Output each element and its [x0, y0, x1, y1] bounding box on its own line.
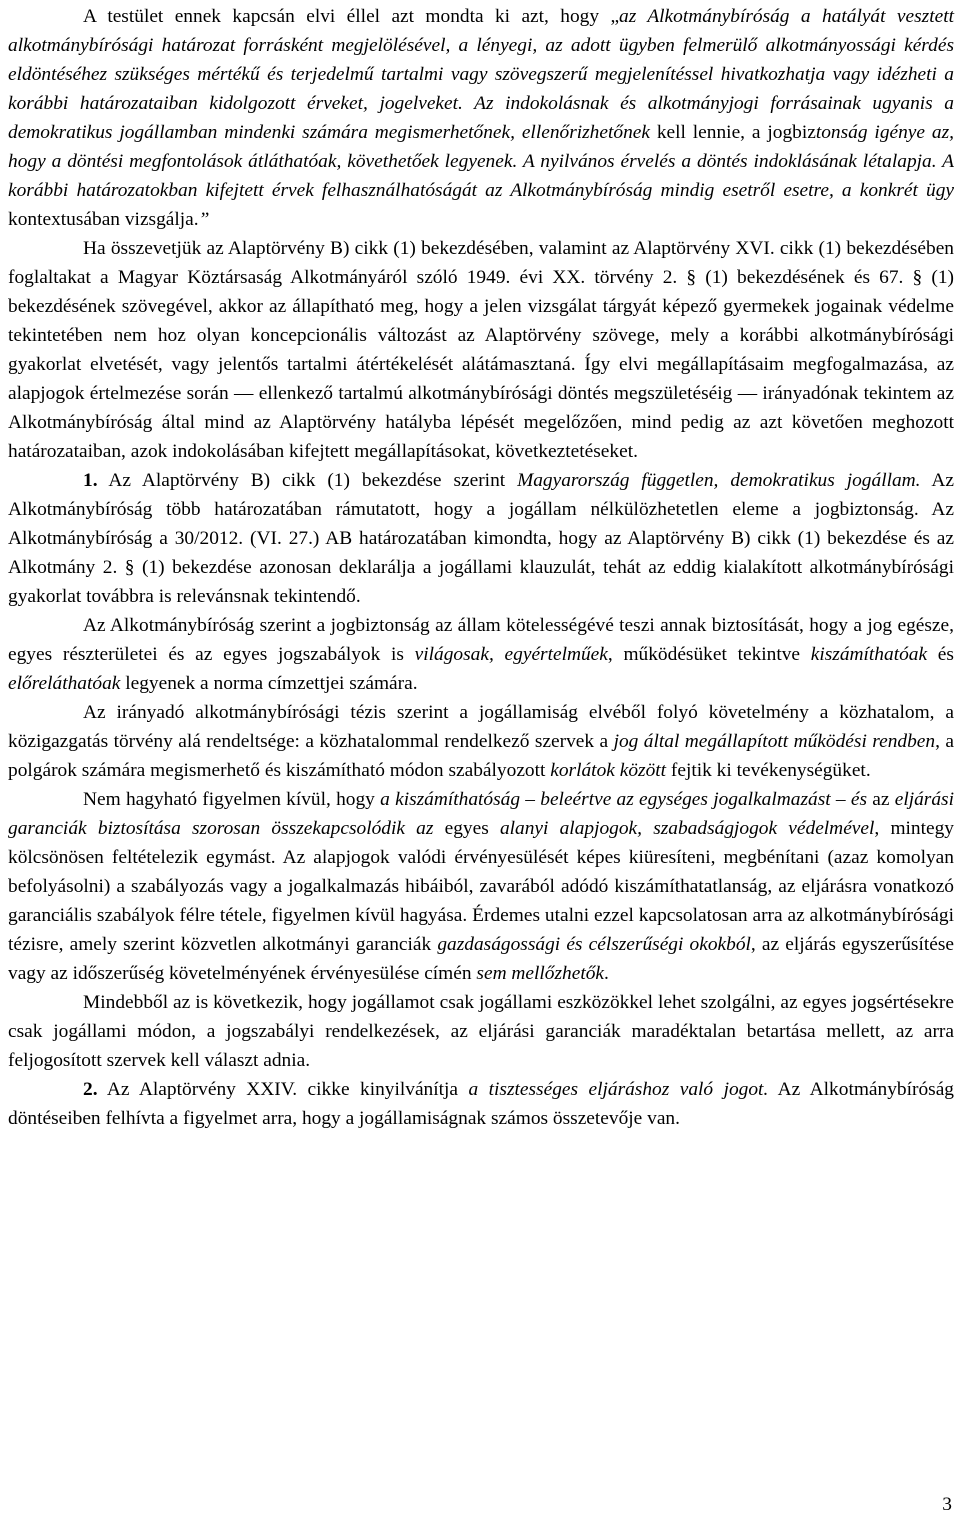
paragraph	[8, 2, 954, 234]
page-number: 3	[942, 1494, 952, 1515]
body-text	[8, 2, 954, 1133]
text-run: , működésüket tekintve	[607, 644, 811, 665]
emphasized-text: sem mellőzhetők	[476, 963, 605, 984]
section-number: 1.	[83, 470, 98, 491]
text-run: kontextusában vizsgálja.	[8, 209, 199, 230]
text-run: Az Alkotmánybíróság több határozatában rámutatott, hogy a jogállam nélkülözhetetlen eleme a jogbiztonság. Az Alkotmánybíróság a 30/2012. (VI. 27.) AB határozatában kimondta, hogy az Alaptörvény B) cikk (1) bekezdése és az Alkotmány 2. § (1) bekezdése azonosan deklarálja a jogállami klauzulát, tehát az eddig kialakított alkotmánybírósági gyakorlat továbbra is relevánsnak tekintendő.	[8, 470, 954, 607]
paragraph	[8, 466, 954, 611]
text-run: legyenek a norma címzettjei számára.	[120, 673, 418, 694]
text-run: , az eljárás egyszerűsítése vagy az időszerűség követelményének érvényesülése címén	[8, 934, 954, 984]
paragraph	[8, 988, 954, 1075]
emphasized-text: alanyi alapjogok, szabadságjogok védelmével	[499, 818, 875, 839]
text-run: és	[927, 644, 954, 665]
text-run: A testület ennek kapcsán elvi éllel azt mondta ki azt, hogy „	[83, 6, 620, 27]
paragraph	[8, 785, 954, 988]
text-run: , mintegy kölcsönösen feltételezik egymást. Az alapjogok valódi érvényesülését képes kiüresíteni, megbénítani (azaz komolyan befolyásolni) a szabályozás vagy a jogalkalmazás hibáiból, zavarából adódó kiszámíthatatlanság, az eljárásra vonatkozó garanciális szabályok félre tétele, figyelmen kívül hagyása. Érdemes utalni ezzel kapcsolatosan arra az alkotmánybírósági tézisre, amely szerint közvetlen alkotmányi garanciák	[8, 818, 954, 955]
emphasized-text: jog által megállapított működési rendben	[613, 731, 936, 752]
paragraph	[8, 611, 954, 698]
emphasized-text: a kiszámíthatóság – beleértve az egységes jogalkalmazást – és	[380, 789, 867, 810]
emphasized-text: az Alkotmánybíróság a hatályát vesztett alkotmánybírósági határozat forrásként megjelölésével, a lényegi, az adott ügyben felmerülő alkotmányossági kérdés eldöntéséhez szükséges mértékű és terjedelmű tartalmi vagy szövegszerű megjelenítéssel hivatkozhatja vagy idézheti a korábbi határozataiban kidolgozott érveket, jogelveket. Az indokolásnak és alkotmányjogi forrásainak ugyanis a demokratikus jogállamban mindenki számára megismerhetőnek, ellenőrizhetőnek	[8, 6, 954, 143]
emphasized-text: Magyarország független, demokratikus jogállam.	[517, 470, 921, 491]
text-run: az	[867, 789, 895, 810]
emphasized-text: ”	[198, 209, 210, 230]
emphasized-text: kiszámíthatóak	[810, 644, 928, 665]
text-run: Az Alkotmánybíróság döntéseiben felhívta a figyelmet arra, hogy a jogállamiságnak számos összetevője van.	[8, 1079, 955, 1129]
text-run: kell lennie, a jogbiz	[649, 122, 816, 143]
text-run: Nem hagyható figyelmen kívül, hogy	[83, 789, 381, 810]
text-run: Az Alaptörvény XXIV. cikke kinyilvánítja	[97, 1079, 469, 1100]
paragraph	[8, 1075, 954, 1133]
paragraph	[8, 234, 954, 466]
emphasized-text: a tisztességes eljáráshoz való jogot.	[468, 1079, 769, 1100]
emphasized-text: eljárási garanciák biztosítása szorosan összekapcsolódik az	[8, 789, 954, 839]
paragraph	[8, 698, 954, 785]
emphasized-text: tonság igénye az, hogy a döntési megfontolások átláthatóak, követhetőek legyenek. A nyilvános érvelés a döntés indoklásának létalapja. A korábbi határozatokban kifejtett érvek felhasználhatóságát az Alkotmánybíróság mindig esetről esetre, a konkrét ügy	[8, 122, 954, 201]
emphasized-text: világosak, egyértelműek	[414, 644, 608, 665]
emphasized-text: előreláthatóak	[8, 673, 121, 694]
text-run: Ha összevetjük az Alaptörvény B) cikk (1) bekezdésében, valamint az Alaptörvény XVI. cikk (1) bekezdésében foglaltakat a Magyar Köztársaság Alkotmányáról szóló 1949. évi XX. törvény 2. § (1) bekezdésének és 67. § (1) bekezdésének szövegével, akkor az állapítható meg, hogy a jelen vizsgálat tárgyát képező gyermekek jogainak védelme tekintetében nem hoz olyan koncepcionális változást az Alaptörvény szövege, mely a korábbi alkotmánybírósági gyakorlat elvetését, vagy jelentős tartalmi átértékelését alátámasztaná. Így elvi megállapításaim megfogalmazása, az alapjogok értelmezése során — ellenkező tartalmú alkotmánybírósági döntés megszületéséig — irányadónak tekintem az Alkotmánybíróság által mind az Alaptörvény hatályba lépését megelőzően, mind pedig az azt követően meghozott határozataiban, azok indokolásában kifejtett megállapításokat, következtetéseket.	[8, 238, 954, 462]
text-run: , a polgárok számára megismerhető és kiszámítható módon szabályozott	[8, 731, 954, 781]
emphasized-text: gazdaságossági és célszerűségi okokból	[437, 934, 751, 955]
text-run: egyes	[433, 818, 500, 839]
text-run: Az Alaptörvény B) cikk (1) bekezdése szerint	[97, 470, 518, 491]
text-run: Az irányadó alkotmánybírósági tézis szerint a jogállamiság elvéből folyó követelmény a közhatalom, a közigazgatás törvény alá rendeltsége: a közhatalommal rendelkező szervek a	[8, 702, 954, 752]
section-number: 2.	[83, 1079, 98, 1100]
text-run: Az Alkotmánybíróság szerint a jogbiztonság az állam kötelességévé teszi annak biztosítását, hogy a jog egésze, egyes részterületei és az egyes jogszabályok is	[8, 615, 954, 665]
text-run: fejtik ki tevékenységüket.	[666, 760, 871, 781]
emphasized-text: korlátok között	[550, 760, 667, 781]
text-run: Mindebből az is következik, hogy jogállamot csak jogállami eszközökkel lehet szolgálni, az egyes jogsértésekre csak jogállami módon, a jogszabályi rendelkezések, az eljárási garanciák maradéktalan betartása mellett, az arra feljogosított szervek kell választ adnia.	[8, 992, 954, 1071]
text-run: .	[604, 963, 609, 984]
